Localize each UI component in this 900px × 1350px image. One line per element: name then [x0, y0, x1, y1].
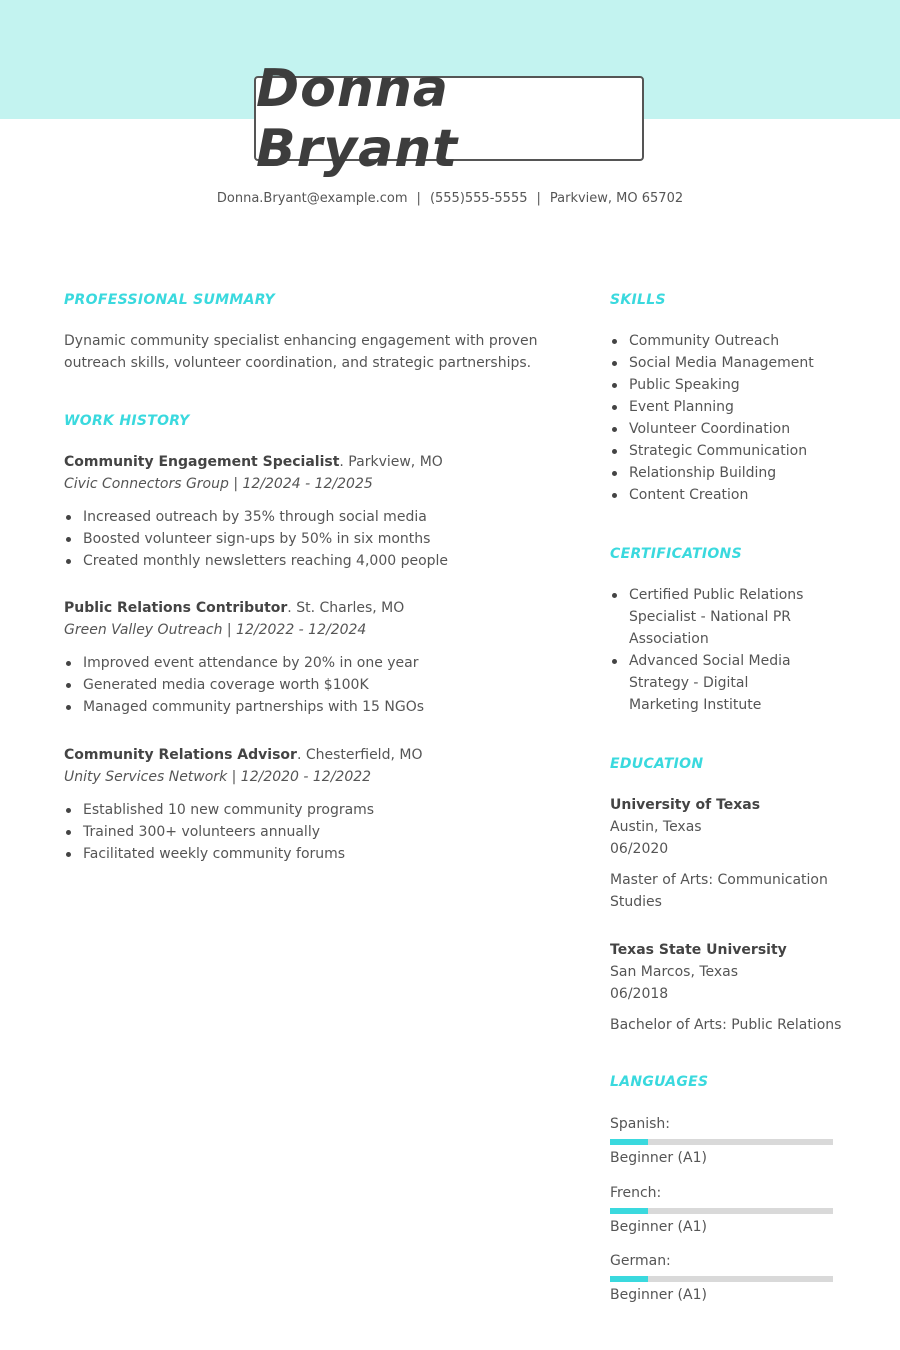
job-heading [64, 451, 544, 473]
job-location: . Parkview, MO [339, 454, 443, 470]
job-company-dates: Green Valley Outreach | 12/2022 - 12/2024 [64, 622, 367, 638]
job-title: Public Relations Contributor [64, 600, 288, 616]
job-bullet: Increased outreach by 35% through social media [64, 506, 544, 528]
job-bullets [64, 652, 544, 718]
job-bullet: Trained 300+ volunteers annually [64, 821, 544, 843]
language-name: Spanish: [610, 1116, 670, 1132]
skill-item: Relationship Building [610, 462, 850, 484]
contact-line [0, 191, 900, 206]
certification-item: Advanced Social Media Strategy - Digital Marketing Institute [610, 650, 815, 716]
education-degree: Master of Arts: Communication Studies [610, 872, 828, 910]
skill-item: Volunteer Coordination [610, 418, 850, 440]
job-bullets [64, 506, 544, 572]
language-proficiency-bar [610, 1139, 833, 1145]
work-history-heading: WORK HISTORY [64, 413, 190, 429]
education-degree: Bachelor of Arts: Public Relations [610, 1017, 842, 1033]
certifications-heading: CERTIFICATIONS [610, 546, 742, 562]
skill-item: Community Outreach [610, 330, 850, 352]
language-name: French: [610, 1185, 662, 1201]
language-proficiency-fill [610, 1276, 648, 1282]
job-bullet: Managed community partnerships with 15 NGOs [64, 696, 544, 718]
job-title: Community Engagement Specialist [64, 454, 340, 470]
skill-item: Public Speaking [610, 374, 850, 396]
language-proficiency-fill [610, 1208, 648, 1214]
languages-heading: LANGUAGES [610, 1074, 709, 1090]
summary-text: Dynamic community specialist enhancing engagement with proven outreach skills, volunteer coordination, and strategic partnerships. [64, 333, 538, 371]
skills-heading: SKILLS [610, 292, 666, 308]
skill-item: Strategic Communication [610, 440, 850, 462]
skill-item: Content Creation [610, 484, 850, 506]
job-title: Community Relations Advisor [64, 747, 297, 763]
name-box [254, 58, 644, 179]
job-bullet: Boosted volunteer sign-ups by 50% in six months [64, 528, 544, 550]
skill-item: Social Media Management [610, 352, 850, 374]
job-bullets [64, 799, 544, 865]
job-company-dates: Civic Connectors Group | 12/2024 - 12/2025 [64, 476, 373, 492]
contact-location: Parkview, MO 65702 [549, 191, 684, 206]
language-proficiency-fill [610, 1139, 648, 1145]
education-date: 06/2020 [610, 841, 669, 857]
candidate-name: Donna Bryant [256, 58, 459, 179]
summary-heading: PROFESSIONAL SUMMARY [64, 292, 275, 308]
contact-email[interactable]: Donna.Bryant@example.com [216, 191, 408, 206]
education-place: San Marcos, Texas [610, 964, 739, 980]
language-level: Beginner (A1) [610, 1150, 707, 1166]
education-heading: EDUCATION [610, 756, 704, 772]
education-school: University of Texas [610, 797, 761, 813]
skills-list [610, 330, 850, 506]
language-level: Beginner (A1) [610, 1287, 707, 1303]
language-level: Beginner (A1) [610, 1219, 707, 1235]
job-heading [64, 597, 544, 619]
job-bullet: Improved event attendance by 20% in one year [64, 652, 544, 674]
job-bullet: Facilitated weekly community forums [64, 843, 544, 865]
education-place: Austin, Texas [610, 819, 702, 835]
job-company-dates: Unity Services Network | 12/2020 - 12/2022 [64, 769, 372, 785]
job-bullet: Generated media coverage worth $100K [64, 674, 544, 696]
job-location: . Chesterfield, MO [296, 747, 423, 763]
education-school: Texas State University [610, 942, 787, 958]
job-bullet: Created monthly newsletters reaching 4,000 people [64, 550, 544, 572]
language-name: German: [610, 1253, 671, 1269]
job-location: . St. Charles, MO [287, 600, 405, 616]
contact-separator: | [416, 191, 421, 206]
education-date: 06/2018 [610, 986, 669, 1002]
contact-phone[interactable]: (555)555-5555 [429, 191, 528, 206]
certification-item: Certified Public Relations Specialist - National PR Association [610, 584, 815, 650]
language-proficiency-bar [610, 1208, 833, 1214]
job-heading [64, 744, 544, 766]
skill-item: Event Planning [610, 396, 850, 418]
language-proficiency-bar [610, 1276, 833, 1282]
certifications-list [610, 584, 815, 716]
contact-separator: | [536, 191, 541, 206]
job-bullet: Established 10 new community programs [64, 799, 544, 821]
